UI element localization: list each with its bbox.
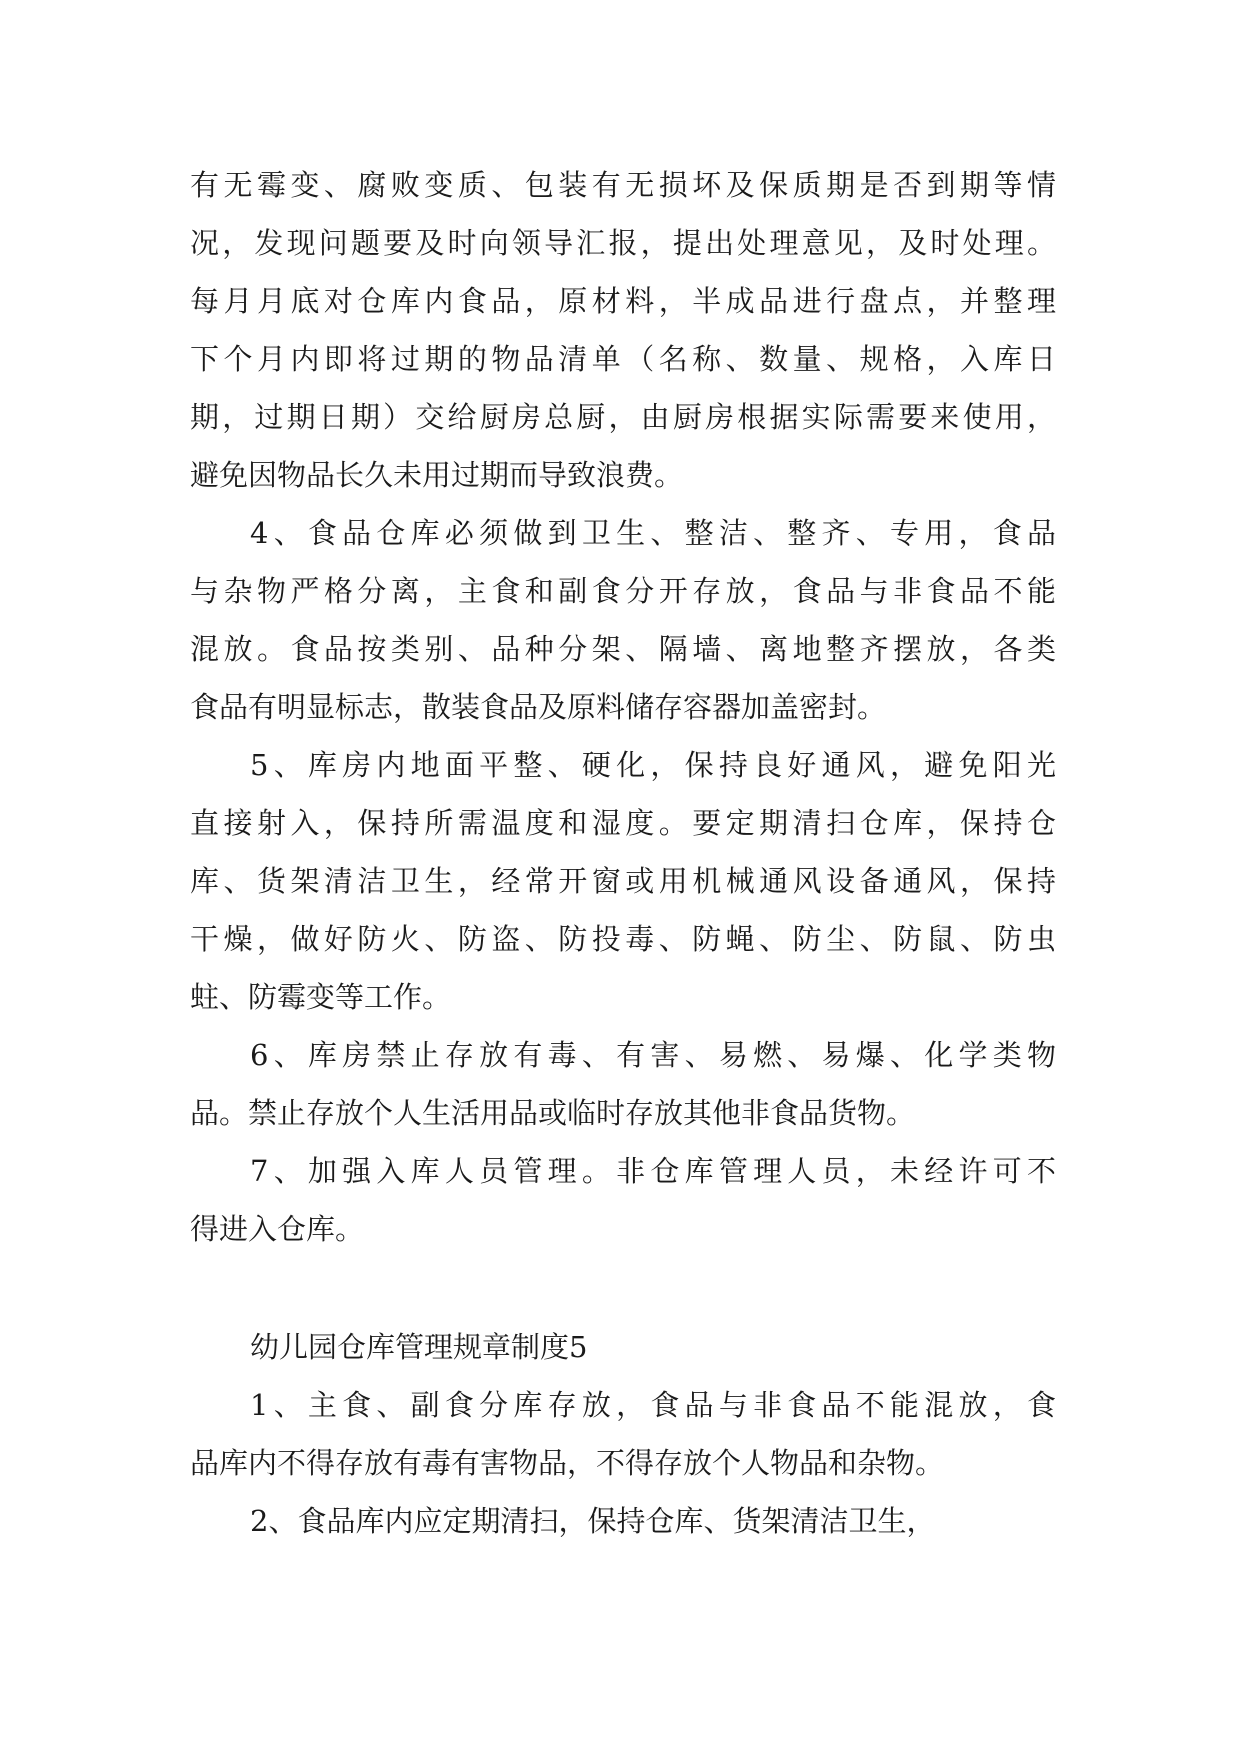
text-line: 直接射入，保持所需温度和湿度。要定期清扫仓库，保持仓 (190, 806, 1056, 840)
text-line: 7、加强入库人员管理。非仓库管理人员，未经许可不 (250, 1154, 1056, 1188)
text-line: 每月月底对仓库内食品，原材料，半成品进行盘点，并整理 (190, 284, 1056, 318)
text-line: 干燥，做好防火、防盗、防投毒、防蝇、防尘、防鼠、防虫 (190, 922, 1056, 956)
text-line: 6、库房禁止存放有毒、有害、易燃、易爆、化学类物 (250, 1038, 1056, 1072)
text-line: 2、食品库内应定期清扫，保持仓库、货架清洁卫生， (250, 1504, 936, 1538)
text-line: 库、货架清洁卫生，经常开窗或用机械通风设备通风，保持 (190, 864, 1056, 898)
text-line: 下个月内即将过期的物品清单（名称、数量、规格，入库日 (190, 342, 1056, 376)
text-line: 有无霉变、腐败变质、包装有无损坏及保质期是否到期等情 (190, 168, 1056, 202)
text-line: 品。禁止存放个人生活用品或临时存放其他非食品货物。 (190, 1096, 916, 1130)
text-line: 蛀、防霉变等工作。 (190, 980, 452, 1014)
text-line: 与杂物严格分离，主食和副食分开存放，食品与非食品不能 (190, 574, 1056, 608)
section-title: 幼儿园仓库管理规章制度5 (250, 1330, 588, 1364)
text-line: 避免因物品长久未用过期而导致浪费。 (190, 458, 684, 492)
text-line: 品库内不得存放有毒有害物品，不得存放个人物品和杂物。 (190, 1446, 945, 1480)
text-line: 1、主食、副食分库存放，食品与非食品不能混放，食 (250, 1388, 1056, 1422)
text-line: 得进入仓库。 (190, 1212, 365, 1246)
text-line: 食品有明显标志，散装食品及原料储存容器加盖密封。 (190, 690, 887, 724)
text-line: 期，过期日期）交给厨房总厨，由厨房根据实际需要来使用， (190, 400, 1056, 434)
text-line: 况，发现问题要及时向领导汇报，提出处理意见，及时处理。 (190, 226, 1056, 260)
text-line: 混放。食品按类别、品种分架、隔墙、离地整齐摆放，各类 (190, 632, 1056, 666)
text-line: 4、食品仓库必须做到卫生、整洁、整齐、专用，食品 (250, 516, 1056, 550)
text-line: 5、库房内地面平整、硬化，保持良好通风，避免阳光 (250, 748, 1056, 782)
